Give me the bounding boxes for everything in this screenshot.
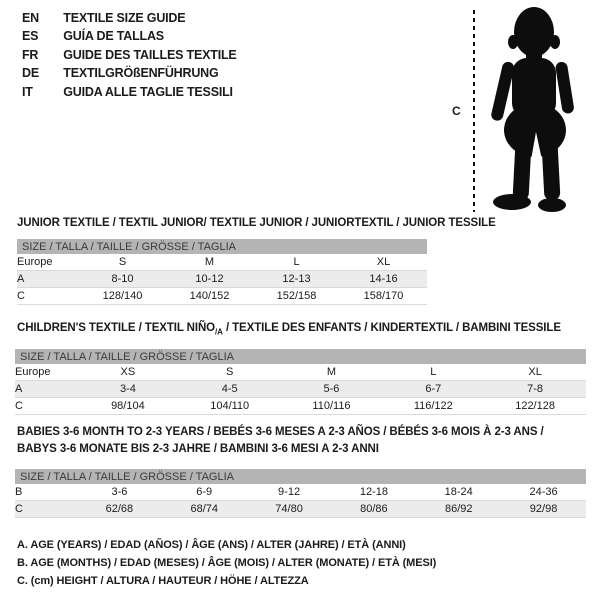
- table-row: [15, 484, 586, 501]
- lang-code: ES: [22, 29, 39, 44]
- cell: 12-13: [282, 273, 311, 285]
- cell: 122/128: [515, 400, 555, 412]
- table-row: [17, 271, 427, 288]
- babies-title-line1: BABIES 3-6 MONTH TO 2-3 YEARS / BEBÉS 3-6 MESES A 2-3 AÑOS / BÉBÉS 3-6 MOIS À 2-3 ANS /: [17, 426, 544, 438]
- title-part: CHILDREN'S TEXTILE / TEXTIL NIÑO: [17, 322, 216, 334]
- children-size-table: [15, 349, 586, 415]
- language-title-list: [22, 9, 237, 101]
- cell: 3-4: [119, 383, 136, 395]
- cell: 104/110: [210, 400, 250, 412]
- cell: 4-5: [221, 383, 238, 395]
- lang-row-en: [22, 9, 237, 27]
- cell: L: [293, 256, 300, 268]
- junior-size-table: [17, 239, 427, 305]
- lang-code: IT: [22, 84, 33, 99]
- cell: 6-9: [196, 486, 213, 498]
- cell: 116/122: [413, 400, 453, 412]
- cell: 62/68: [105, 503, 134, 515]
- cell: 24-36: [529, 486, 558, 498]
- babies-title-line2: BABYS 3-6 MONATE BIS 2-3 JAHRE / BAMBINI 3-6 MESI A 2-3 ANNI: [17, 443, 379, 455]
- cell: 86/92: [444, 503, 473, 515]
- cell: 98/104: [111, 400, 145, 412]
- cell: 7-8: [527, 383, 544, 395]
- babies-size-table: [15, 469, 586, 518]
- cell: 68/74: [190, 503, 218, 515]
- table-row: [17, 288, 427, 305]
- row-label: Europe: [15, 366, 51, 378]
- row-label: C: [15, 503, 23, 515]
- row-label: C: [15, 400, 23, 412]
- junior-section-title: JUNIOR TEXTILE / TEXTIL JUNIOR/ TEXTILE JUNIOR / JUNIORTEXTIL / JUNIOR TESSILE: [17, 217, 496, 229]
- lang-title: GUIDA ALLE TAGLIE TESSILI: [63, 84, 233, 99]
- note-age-years: A. AGE (YEARS) / EDAD (AÑOS) / ÂGE (ANS) / ALTER (JAHRE) / ETÀ (ANNI): [17, 539, 406, 551]
- table-row: [17, 254, 427, 271]
- cell: L: [430, 366, 437, 378]
- cell: M: [204, 256, 215, 268]
- lang-row-de: [22, 64, 237, 82]
- size-header-band: [15, 349, 586, 364]
- cell: S: [226, 366, 234, 378]
- cell: 18-24: [444, 486, 473, 498]
- children-section-title: [17, 320, 561, 340]
- height-measure-label: C: [452, 104, 461, 118]
- cell: 14-16: [369, 273, 398, 285]
- table-row: [15, 398, 586, 415]
- title-subscript: /A: [215, 327, 223, 337]
- cell: 9-12: [278, 486, 301, 498]
- baby-figure: [446, 2, 596, 216]
- cell: XL: [528, 366, 542, 378]
- cell: 110/116: [312, 400, 351, 412]
- cell: S: [118, 256, 127, 268]
- table-row: [15, 501, 586, 518]
- size-header-band: [17, 239, 427, 254]
- lang-row-it: [22, 83, 237, 101]
- row-label: C: [17, 290, 25, 302]
- babies-section-title: [17, 424, 577, 458]
- cell: XL: [376, 256, 391, 268]
- cell: 80/86: [360, 503, 388, 515]
- cell: 92/98: [529, 503, 558, 515]
- cell: 12-18: [359, 486, 388, 498]
- cell: 3-6: [111, 486, 128, 498]
- table-row: [15, 364, 586, 381]
- row-label: A: [17, 273, 25, 285]
- lang-title: TEXTILGRÖßENFÜHRUNG: [63, 66, 219, 81]
- row-label: A: [15, 383, 23, 395]
- cell: 152/158: [276, 290, 317, 302]
- size-header-label: SIZE / TALLA / TAILLE / GRÖSSE / TAGLIA: [15, 469, 586, 484]
- legend-notes: [17, 536, 436, 590]
- size-header-band: [15, 469, 586, 484]
- cell: 8-10: [111, 273, 134, 285]
- cell: 74/80: [275, 503, 303, 515]
- cell: XS: [120, 366, 136, 378]
- lang-row-es: [22, 27, 237, 45]
- lang-row-fr: [22, 46, 237, 64]
- cell: 128/140: [102, 290, 143, 302]
- lang-title: GUIDE DES TAILLES TEXTILE: [63, 47, 237, 62]
- lang-code: FR: [22, 47, 39, 62]
- note-age-months: B. AGE (MONTHS) / EDAD (MESES) / ÂGE (MOIS) / ALTER (MONATE) / ETÀ (MESI): [17, 557, 437, 569]
- cell: 5-6: [323, 383, 340, 395]
- size-header-label: SIZE / TALLA / TAILLE / GRÖSSE / TAGLIA: [17, 239, 427, 254]
- height-measure-line: [473, 10, 475, 212]
- size-header-label: SIZE / TALLA / TAILLE / GRÖSSE / TAGLIA: [15, 349, 586, 364]
- lang-code: EN: [22, 11, 39, 25]
- row-label: Europe: [17, 256, 53, 268]
- cell: 10-12: [195, 273, 224, 285]
- row-label: B: [15, 486, 23, 498]
- lang-title: GUÍA DE TALLAS: [63, 29, 164, 44]
- lang-code: DE: [22, 66, 39, 81]
- table-row: [15, 381, 586, 398]
- title-part: / TEXTILE DES ENFANTS / KINDERTEXTIL / BAMBINI TESSILE: [222, 322, 561, 334]
- cell: 6-7: [425, 383, 442, 395]
- note-height-cm: C. (cm) HEIGHT / ALTURA / HAUTEUR / HÖHE / ALTEZZA: [17, 575, 309, 587]
- lang-title: TEXTILE SIZE GUIDE: [63, 11, 186, 25]
- cell: 158/170: [363, 290, 404, 302]
- cell: 140/152: [189, 290, 230, 302]
- baby-silhouette-icon: [486, 4, 586, 212]
- cell: M: [326, 366, 337, 378]
